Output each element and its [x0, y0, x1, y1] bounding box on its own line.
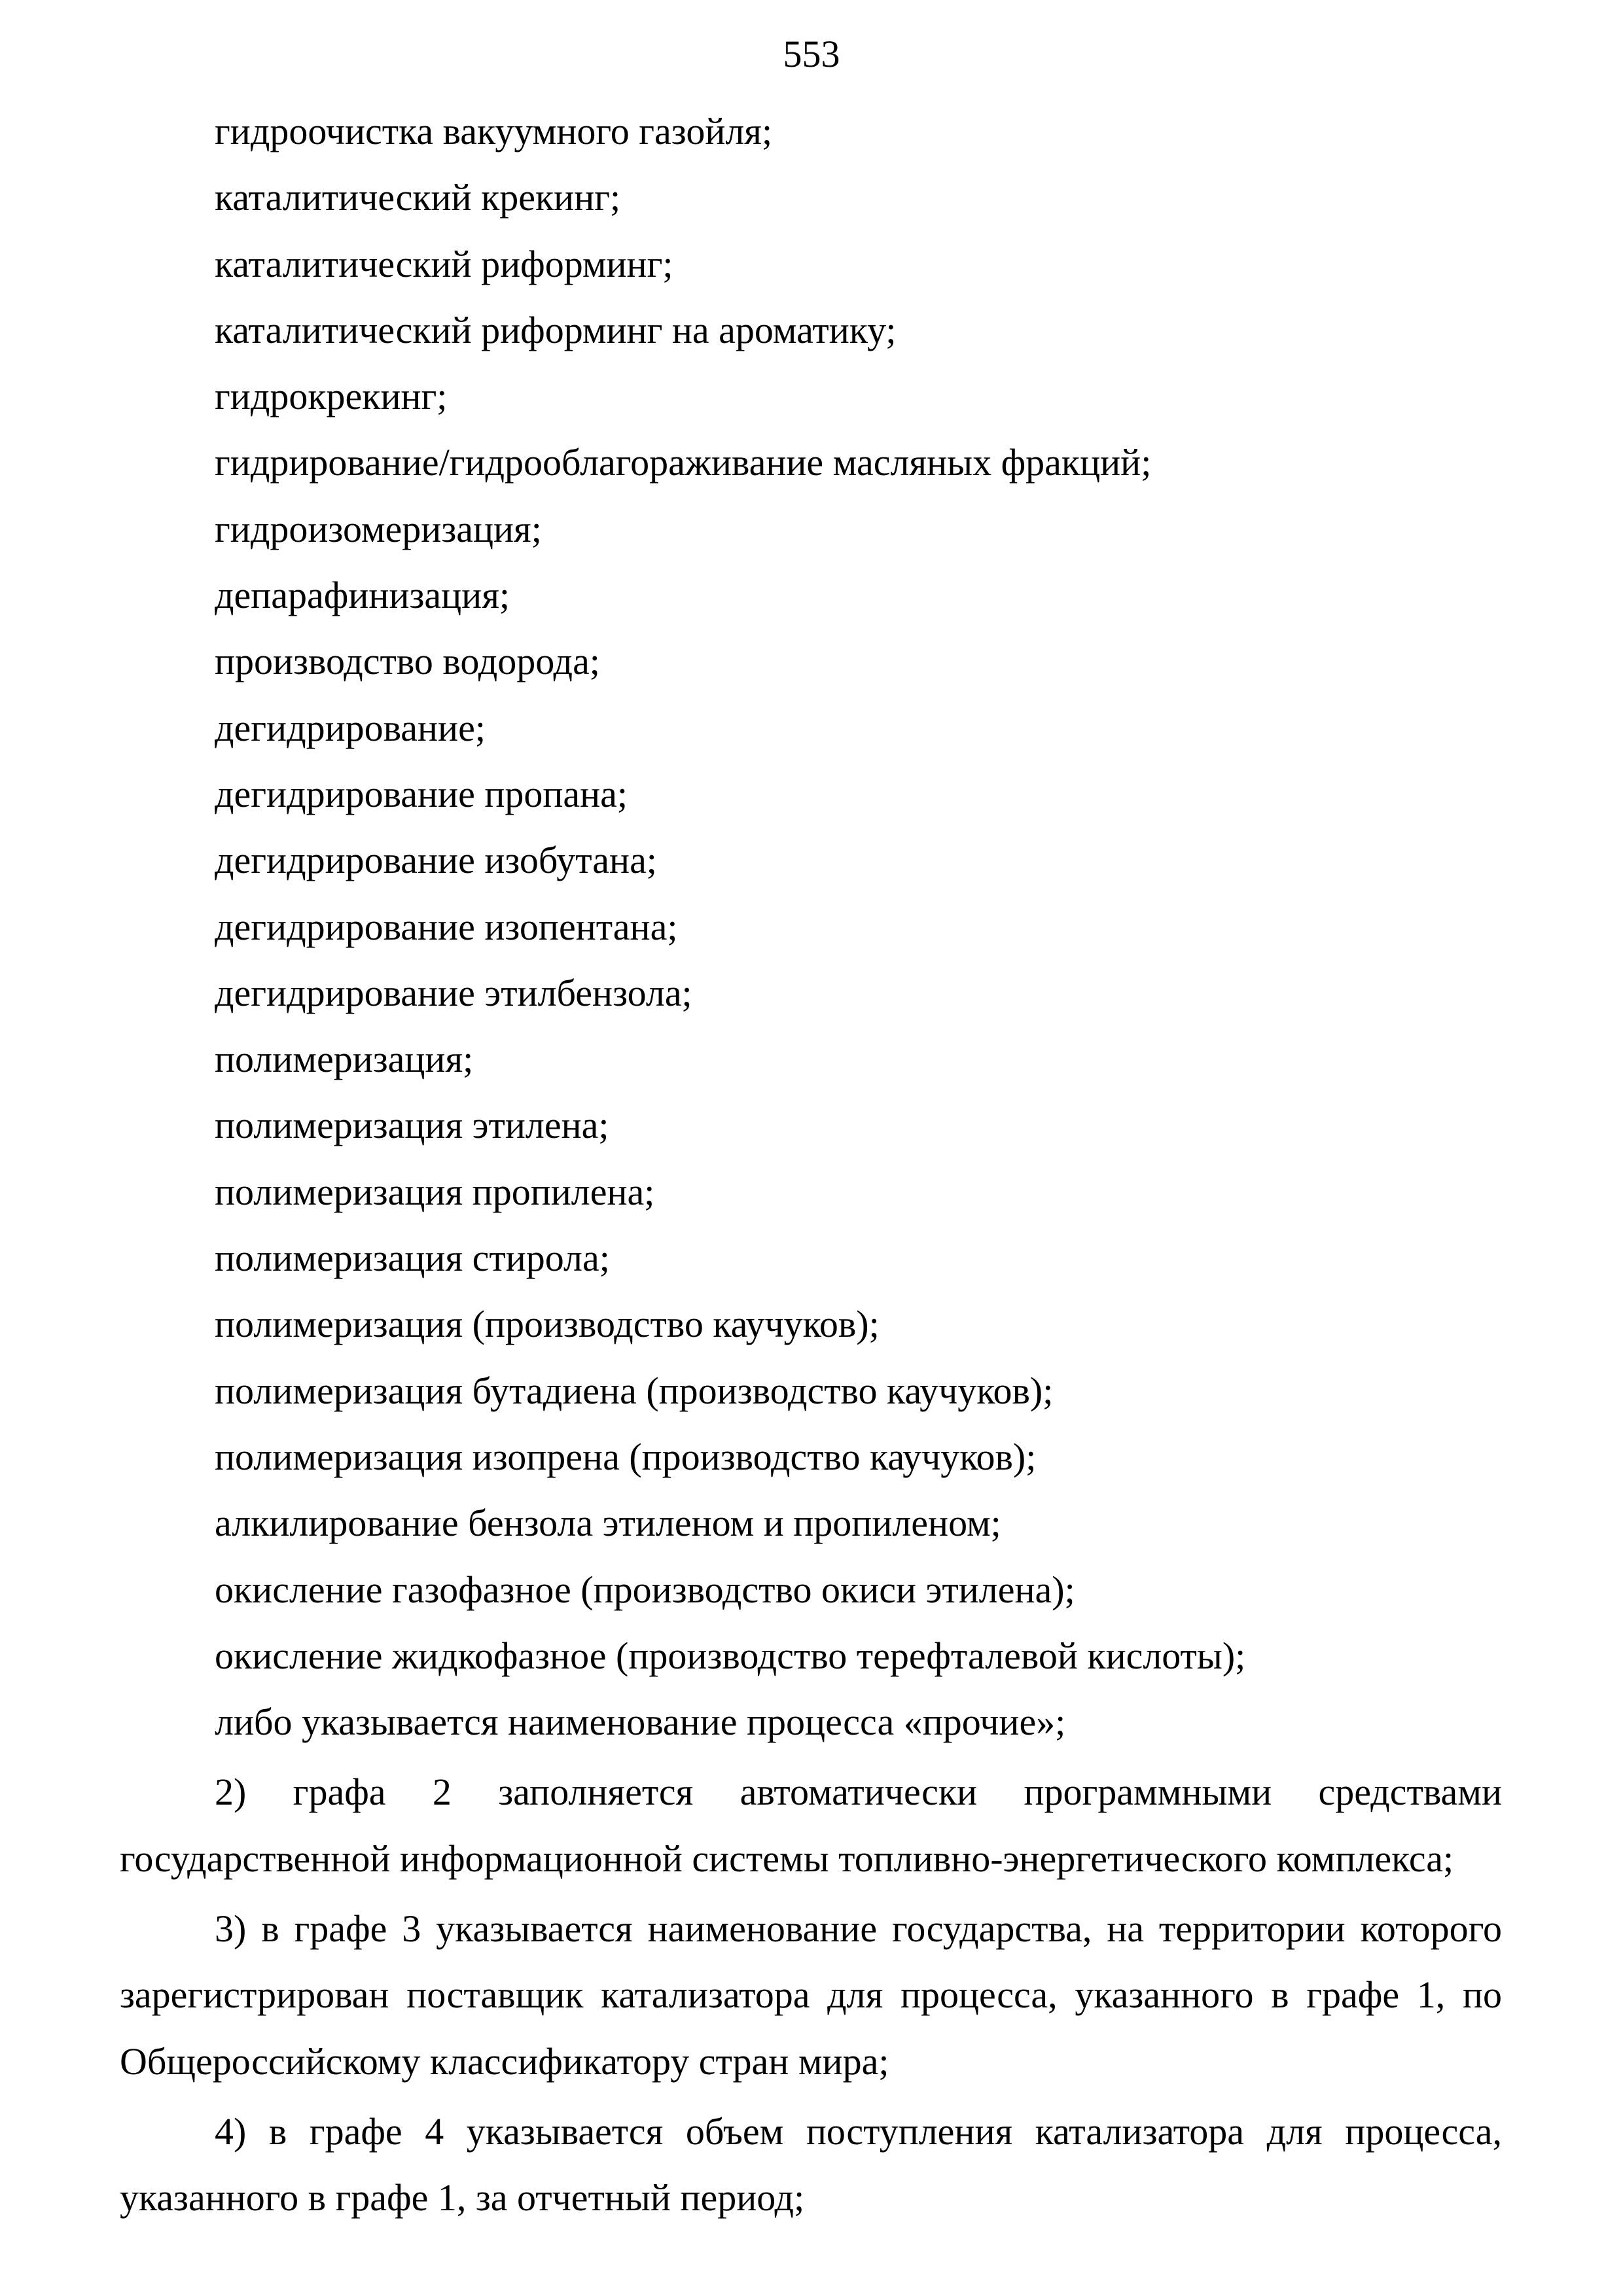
list-item: либо указывается наименование процесса «прочие»;	[215, 1701, 1066, 1744]
paragraph-item-2: 2) графа 2 заполняется автоматически программными средствами государственной информационной системы топливно-энергетического комплекса;	[120, 1771, 1502, 1880]
list-item: гидроочистка вакуумного газойля;	[215, 110, 773, 152]
list-item: полимеризация изопрена (производство каучуков);	[215, 1435, 1037, 1478]
process-list	[120, 98, 1502, 1755]
list-item: полимеризация бутадиена (производство каучуков);	[215, 1369, 1054, 1412]
list-item: депарафинизация;	[215, 574, 510, 617]
list-item: дегидрирование пропана;	[215, 772, 628, 815]
list-item: полимеризация пропилена;	[215, 1170, 655, 1213]
list-item: окисление жидкофазное (производство терефталевой кислоты);	[215, 1634, 1246, 1677]
list-item: окисление газофазное (производство окиси этилена);	[215, 1568, 1075, 1611]
page-number: 553	[783, 33, 840, 75]
list-item: дегидрирование этилбензола;	[215, 971, 692, 1014]
list-item: каталитический риформинг на ароматику;	[215, 308, 897, 351]
list-item: дегидрирование изобутана;	[215, 839, 657, 882]
list-item: полимеризация стирола;	[215, 1237, 610, 1280]
list-item: гидроизомеризация;	[215, 507, 542, 550]
document-body	[120, 98, 1502, 2231]
list-item: полимеризация (производство каучуков);	[215, 1303, 880, 1346]
list-item: алкилирование бензола этиленом и пропиленом;	[215, 1502, 1001, 1545]
paragraph-item-3: 3) в графе 3 указывается наименование государства, на территории которого зарегистрирован поставщик катализатора для процесса, указанного в графе 1, по Общероссийскому классификатору стран мира;	[120, 1907, 1502, 2083]
list-item: производство водорода;	[215, 640, 600, 683]
list-item: дегидрирование изопентана;	[215, 905, 678, 948]
list-item: дегидрирование;	[215, 706, 486, 749]
list-item: полимеризация этилена;	[215, 1104, 609, 1147]
list-item: гидрокрекинг;	[215, 375, 448, 418]
list-item: каталитический риформинг;	[215, 242, 673, 285]
list-item: каталитический крекинг;	[215, 176, 621, 219]
paragraph-item-4: 4) в графе 4 указывается объем поступления катализатора для процесса, указанного в графе 1, за отчетный период;	[120, 2110, 1502, 2219]
list-item: полимеризация;	[215, 1038, 474, 1081]
list-item: гидрирование/гидрооблагораживание масляных фракций;	[215, 441, 1152, 484]
